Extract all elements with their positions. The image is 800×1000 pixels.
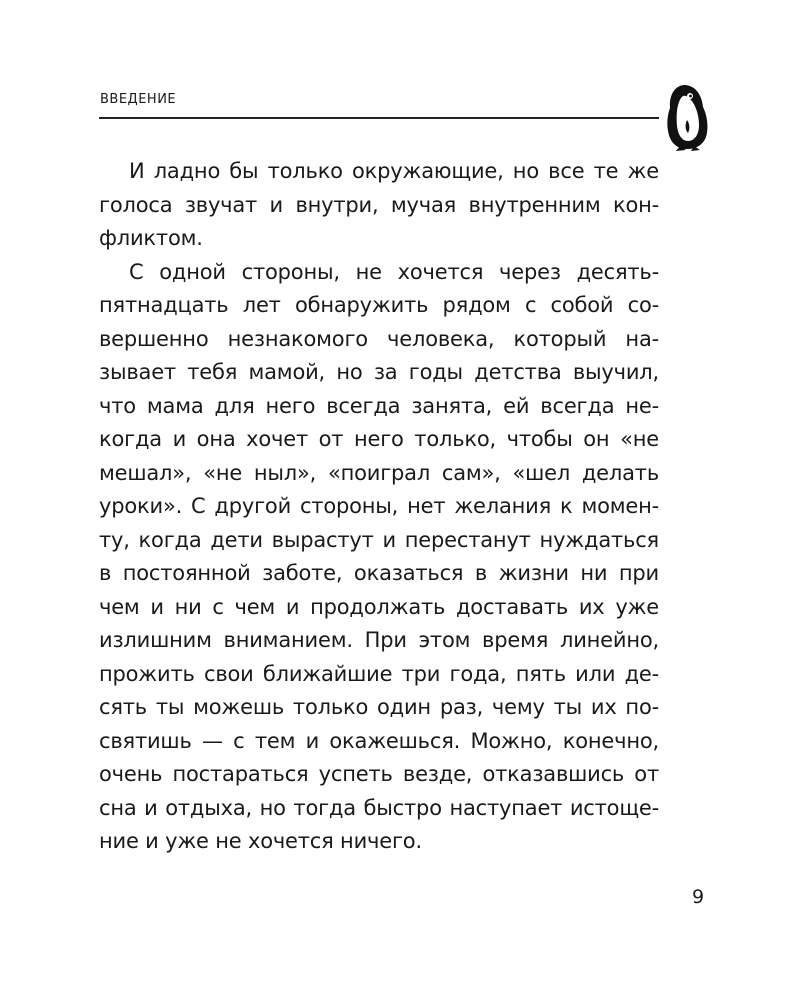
text-line: излишним вниманием. При этом время линейно, <box>99 628 659 652</box>
text-line: фликтом. <box>99 226 203 250</box>
text-line: голоса звучат и внутри, мучая внутренним кон- <box>99 192 659 217</box>
text-line: вершенно незнакомого человека, который на- <box>99 326 659 351</box>
text-line: ту, когда дети вырастут и перестанут нуждаться <box>99 527 659 552</box>
page-number: 9 <box>692 886 705 908</box>
text-line: чем и ни с чем и продолжать доставать их уже <box>99 594 659 619</box>
text-line: И ладно бы только окружающие, но все те же <box>129 159 659 183</box>
text-line: С одной стороны, не хочется через десять- <box>129 259 659 284</box>
text-line: зывает тебя мамой, но за годы детства выучил, <box>99 360 659 384</box>
text-line: ние и уже не хочется ничего. <box>99 829 422 853</box>
body-text <box>99 155 659 859</box>
text-line: пятнадцать лет обнаружить рядом с собой со- <box>99 293 659 317</box>
text-line: святишь — с тем и окажешься. Можно, конечно, <box>99 728 659 753</box>
text-line: когда и она хочет от него только, чтобы он «не <box>99 427 659 451</box>
text-line: уроки». С другой стороны, нет желания к момен- <box>99 494 659 518</box>
header-rule <box>99 117 659 119</box>
text-line: сна и отдыха, но тогда быстро наступает истоще- <box>99 795 659 820</box>
text-line: очень постараться успеть везде, отказавшись от <box>99 762 659 786</box>
running-head-section-title: ВВЕДЕНИЕ <box>100 92 177 107</box>
paragraph <box>99 256 659 859</box>
text-line: прожить свои ближайшие три года, пять или де- <box>99 661 659 686</box>
text-line: сять ты можешь только один раз, чему ты их по- <box>99 695 659 719</box>
text-line: что мама для него всегда занята, ей всегда не- <box>99 393 659 418</box>
paragraph <box>99 155 659 256</box>
text-line: в постоянной заботе, оказаться в жизни ни при <box>99 561 659 585</box>
text-line: мешал», «не ныл», «поиграл сам», «шел делать <box>99 460 659 485</box>
penguin-icon <box>664 82 710 152</box>
